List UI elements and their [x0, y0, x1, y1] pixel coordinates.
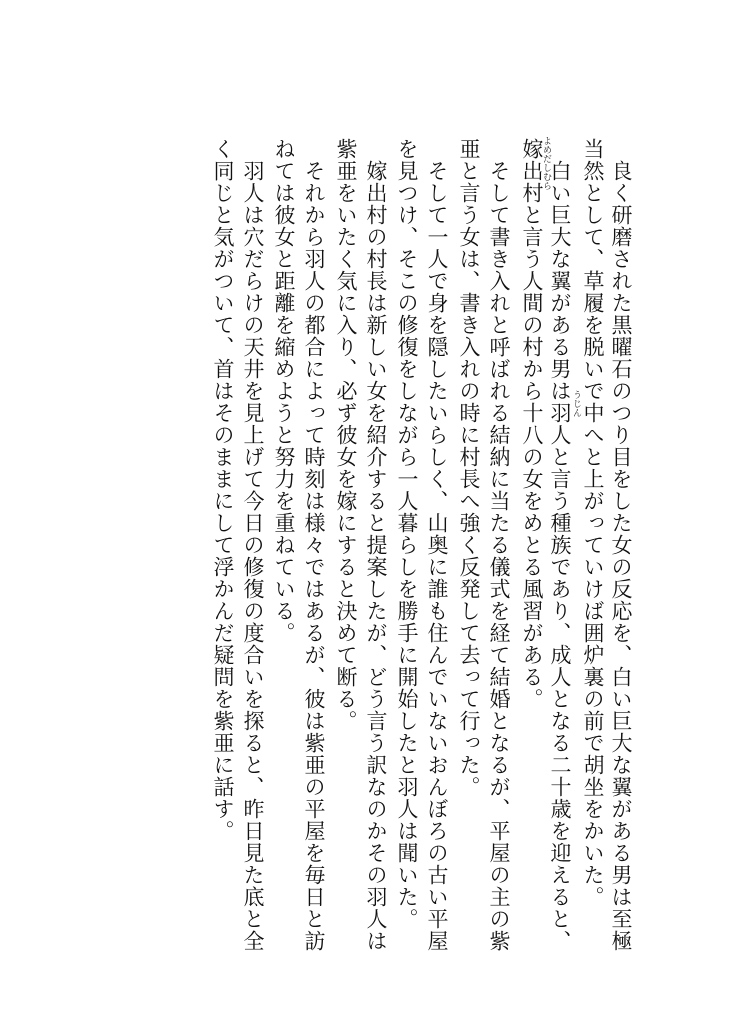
- text-line-11: それから羽人の都合によって時刻は様々ではあるが、彼は紫亜の平屋を毎日と訪: [302, 138, 326, 952]
- text-line-8: を見つけ、そこの修復をしながら一人暮らしを勝手に開始したと羽人は聞いた。: [395, 138, 419, 930]
- text-line-12: ねては彼女と距離を縮めようと努力を重ねている。: [272, 138, 296, 644]
- text-line-7: そして一人で身を隠したいらしく、山奥に誰も住んでいないおんぼろの古い平屋: [425, 138, 449, 952]
- text-line-2: 当然として、草履を脱いで中へと上がっていけば囲炉裏の前で胡坐をかいた。: [581, 138, 605, 908]
- text-line-3: 白い巨大な翼がある男は羽人と言う種族であり、成人となる二十歳を迎えると、: [548, 138, 572, 952]
- text-line-10: 紫亜をいたく気に入り、必ず彼女を嫁にすると決めて断る。: [334, 138, 358, 732]
- text-line-9: 嫁出村の村長は新しい女を紹介すると提案したが、どう言う訳なのかその羽人は: [364, 138, 388, 952]
- text-line-1: 良く研磨された黒曜石のつり目をした女の反応を、白い巨大な翼がある男は至極: [609, 138, 633, 952]
- text-line-6: 亜と言う女は、書き入れの時に村長へ強く反発して去って行った。: [457, 138, 481, 798]
- ruby-ujin: うじん: [571, 390, 581, 417]
- ruby-yomedashimura: よめだしむら: [541, 136, 551, 190]
- text-line-14: く同じと気がついて、首はそのままにして浮かんだ疑問を紫亜に話す。: [211, 138, 235, 842]
- text-line-5: そして書き入れと呼ばれる結納に当たる儀式を経て結婚となるが、平屋の主の紫: [487, 138, 511, 952]
- text-line-13: 羽人は穴だらけの天井を見上げて今日の修復の度合いを探ると、昨日見た底と全: [241, 138, 265, 952]
- text-line-4: 嫁出村と言う人間の村から十八の女をめとる風習がある。: [520, 138, 544, 710]
